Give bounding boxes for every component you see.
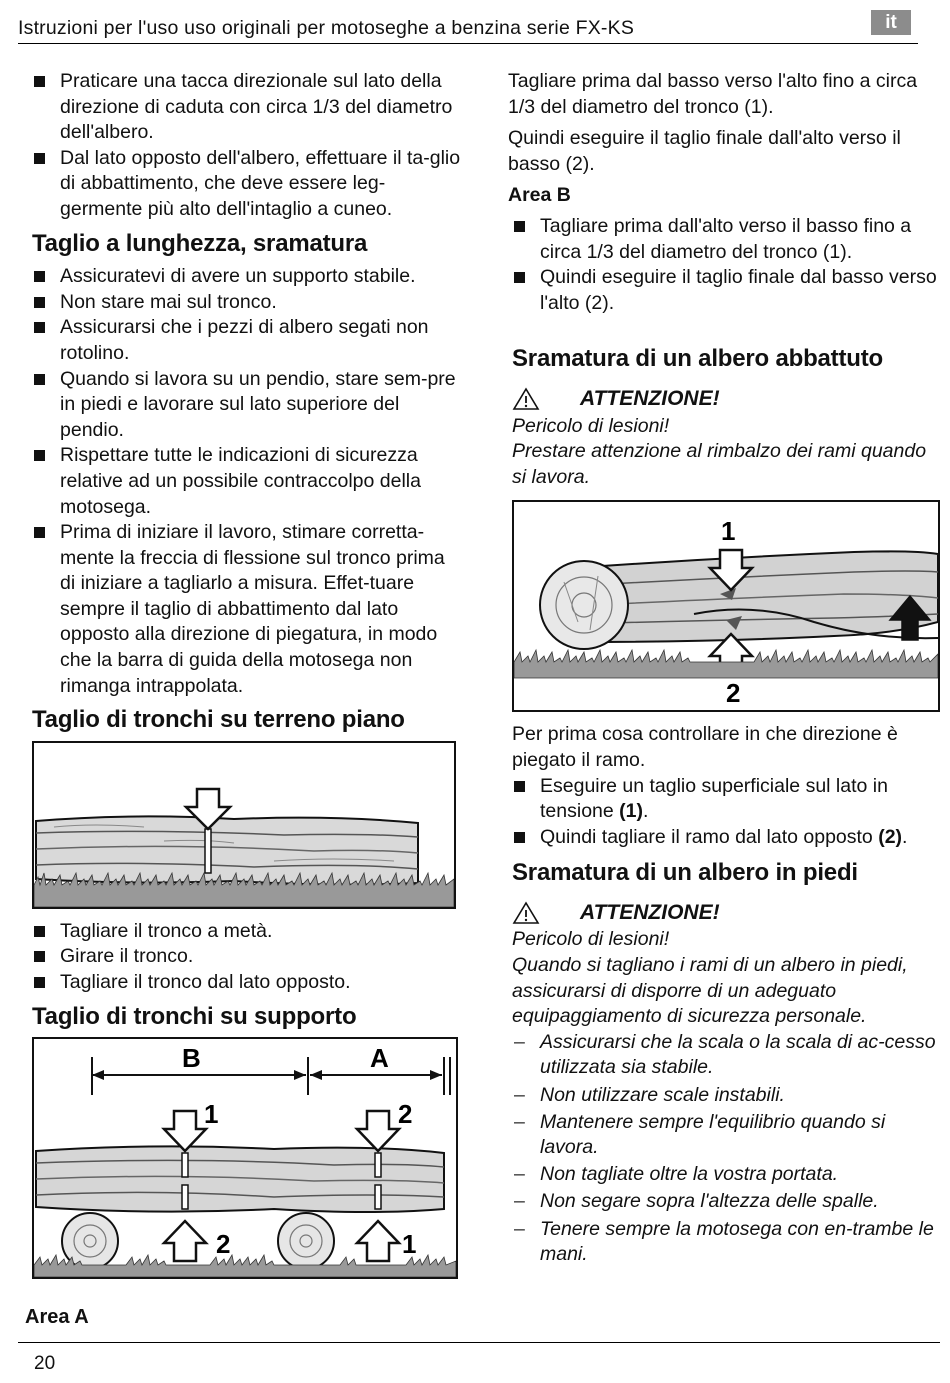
list-item bbox=[512, 825, 940, 851]
warning-heading bbox=[512, 900, 940, 926]
cut-number-label: 2 bbox=[726, 678, 741, 709]
list-item: Quindi eseguire il taglio finale dal basso verso l'alto (2). bbox=[512, 265, 940, 316]
list-item: Non stare mai sul tronco. bbox=[32, 290, 462, 316]
intro-paragraph: Per prima cosa controllare in che direzione è piegato il ramo. bbox=[512, 723, 898, 771]
area-b-label: Area B bbox=[508, 184, 571, 207]
cut-number-label: 1 bbox=[402, 1229, 417, 1260]
figure-log-on-support bbox=[32, 1037, 458, 1279]
list-item: Tagliare il tronco dal lato opposto. bbox=[32, 970, 462, 996]
area-a-label: Area A bbox=[25, 1306, 89, 1328]
warning-block-2 bbox=[512, 900, 940, 1030]
footer-rule bbox=[18, 1342, 940, 1343]
warning-title: ATTENZIONE! bbox=[580, 386, 720, 410]
warning-line: Quando si tagliano i rami di un albero in piedi, assicurarsi di disporre di un adeguato equipaggiamento di sicurezza personale. bbox=[512, 954, 908, 1028]
list-item: Quando si lavora su un pendio, stare sem-pre in piedi e lavorare sul lato superiore del pendio. bbox=[32, 367, 462, 444]
list-item: Rispettare tutte le indicazioni di sicurezza relative ad un possibile contraccolpo della motosega. bbox=[32, 443, 462, 520]
list-item: Assicuratevi di avere un supporto stabile. bbox=[32, 264, 462, 290]
cut-number-label: 1 bbox=[204, 1099, 219, 1130]
section1-list bbox=[32, 264, 462, 699]
list-item: – Non segare sopra l'altezza delle spalle. bbox=[512, 1189, 940, 1215]
figure-branch-limbing bbox=[512, 500, 940, 712]
figure-log-flat-ground bbox=[32, 741, 456, 909]
list-item-ref: (2) bbox=[878, 825, 903, 848]
intro-list bbox=[32, 69, 462, 223]
log-support-illustration bbox=[34, 1039, 456, 1277]
list-item: – Mantenere sempre l'equilibrio quando si lavora. bbox=[512, 1110, 940, 1161]
dimension-label-b: B bbox=[182, 1043, 201, 1074]
standing-tree-dash-list bbox=[512, 1030, 940, 1268]
list-item: Assicurarsi che i pezzi di albero segati non rotolino. bbox=[32, 315, 462, 366]
section-title-standing-tree: Sramatura di un albero in piedi bbox=[512, 859, 858, 887]
list-item: Prima di iniziare il lavoro, stimare corretta-mente la freccia di flessione sul tronco prima di iniziare a tagliarlo a misura. Effet-tuare sempre il taglio di abbattimento dal lato opposto alla direzione di piegatura, in modo che la barra di guida della motosega non rimanga intrappolata. bbox=[32, 520, 462, 699]
header-rule bbox=[18, 43, 918, 44]
warning-heading bbox=[512, 386, 940, 412]
warning-line: Pericolo di lesioni! bbox=[512, 928, 670, 951]
document-header-title: Istruzioni per l'uso uso originali per motoseghe a benzina serie FX-KS bbox=[18, 17, 635, 39]
section2-list bbox=[32, 919, 462, 996]
cut-number-label: 2 bbox=[398, 1099, 413, 1130]
section-title-flat-ground: Taglio di tronchi su terreno piano bbox=[32, 706, 405, 734]
list-item: – Non tagliate oltre la vostra portata. bbox=[512, 1162, 940, 1188]
list-item-ref: (1) bbox=[619, 800, 643, 823]
cut-number-label: 1 bbox=[721, 516, 736, 547]
page-number: 20 bbox=[34, 1353, 56, 1374]
section-title-felled-tree: Sramatura di un albero abbattuto bbox=[512, 345, 883, 373]
log-flat-illustration bbox=[34, 743, 454, 907]
language-badge: it bbox=[871, 10, 911, 35]
list-item bbox=[512, 774, 940, 825]
warning-line: Prestare attenzione al rimbalzo dei rami quando si lavora. bbox=[512, 440, 927, 488]
section-title-cutting-length: Taglio a lunghezza, sramatura bbox=[32, 229, 368, 257]
warning-title: ATTENZIONE! bbox=[580, 900, 720, 924]
list-item-end: . bbox=[902, 825, 908, 848]
list-item: Dal lato opposto dell'albero, effettuare il ta-glio di abbattimento, che deve essere leg-germente più alto dell'intaglio a cuneo. bbox=[32, 146, 462, 223]
section-title-on-support: Taglio di tronchi su supporto bbox=[32, 1002, 357, 1030]
branch-illustration bbox=[514, 502, 938, 710]
list-item: Praticare una tacca direzionale sul lato della direzione di caduta con circa 1/3 del diametro dell'albero. bbox=[32, 69, 462, 146]
warning-line: Pericolo di lesioni! bbox=[512, 414, 670, 437]
list-item-end: . bbox=[643, 800, 649, 823]
list-item: Tagliare il tronco a metà. bbox=[32, 919, 462, 945]
list-item: Tagliare prima dall'alto verso il basso fino a circa 1/3 del diametro del tronco (1). bbox=[512, 214, 940, 265]
branch-list bbox=[512, 774, 940, 851]
dimension-label-a: A bbox=[370, 1043, 389, 1074]
warning-triangle-icon bbox=[512, 901, 540, 925]
left-column bbox=[32, 69, 462, 1279]
warning-block-1 bbox=[512, 386, 940, 490]
area-b-list bbox=[512, 214, 940, 316]
list-item: – Non utilizzare scale instabili. bbox=[512, 1083, 940, 1109]
list-item: – Assicurarsi che la scala o la scala di ac-cesso utilizzata sia stabile. bbox=[512, 1030, 940, 1081]
list-item: Girare il tronco. bbox=[32, 944, 462, 970]
branch-instructions bbox=[512, 722, 940, 1267]
list-item-text: Quindi tagliare il ramo dal lato opposto bbox=[540, 825, 879, 848]
list-item-text: Eseguire un taglio superficiale sul lato in tensione bbox=[540, 774, 888, 823]
right-column bbox=[508, 69, 940, 1269]
area-a-paragraph-1: Tagliare prima dal basso verso l'alto fino a circa 1/3 del diametro del tronco (1). bbox=[508, 70, 918, 118]
cut-number-label: 2 bbox=[216, 1229, 231, 1260]
list-item: – Tenere sempre la motosega con en-trambe le mani. bbox=[512, 1217, 940, 1268]
area-a-paragraph-2: Quindi eseguire il taglio finale dall'alto verso il basso (2). bbox=[508, 127, 901, 175]
warning-triangle-icon bbox=[512, 387, 540, 411]
